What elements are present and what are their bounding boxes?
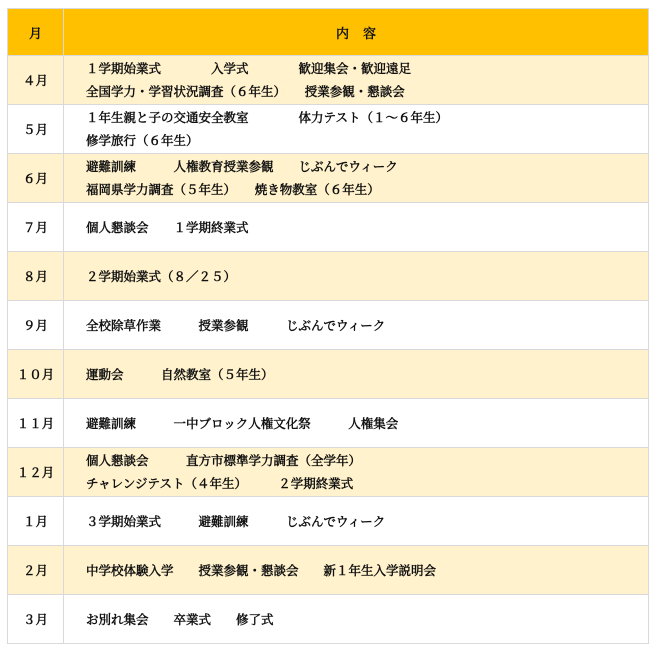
content-column-header: 内容 [64,9,649,56]
table-row [8,350,649,399]
month-cell: １０月 [8,350,64,399]
event-line: 個人懇談会 直方市標準学力調査（全学年） [86,453,362,468]
content-cell [64,252,649,301]
content-cell [64,399,649,448]
content-cell [64,595,649,644]
content-cell [64,105,649,154]
table-row [8,105,649,154]
schedule-body [8,56,649,644]
event-line: 避難訓練 人権教育授業参観 じぶんでウィーク [86,159,398,174]
content-cell [64,546,649,595]
month-cell: ８月 [8,252,64,301]
event-line: 中学校体験入学 授業参観・懇談会 新１年生入学説明会 [86,562,437,578]
month-cell: ７月 [8,203,64,252]
event-line: 個人懇談会 １学期終業式 [86,219,249,235]
month-cell: １１月 [8,399,64,448]
table-header-row [8,9,649,56]
content-cell [64,448,649,497]
content-cell [64,154,649,203]
month-cell: ５月 [8,105,64,154]
month-cell: ９月 [8,301,64,350]
month-cell: ４月 [8,56,64,105]
table-row [8,448,649,497]
content-cell [64,56,649,105]
table-row [8,497,649,546]
table-row [8,399,649,448]
table-row [8,595,649,644]
event-line: ２学期始業式（８／２５） [86,268,237,284]
month-cell: ６月 [8,154,64,203]
month-column-header: 月 [8,9,64,56]
table-row [8,154,649,203]
event-line: １学期始業式 入学式 歓迎集会・歓迎遠足 [86,61,412,76]
annual-schedule-table [7,8,649,644]
event-line: 全国学力・学習状況調査（６年生） 授業参観・懇談会 [86,84,405,99]
event-line: ３学期始業式 避難訓練 じぶんでウィーク [86,513,386,529]
event-line: 避難訓練 一中ブロック人権文化祭 人権集会 [86,415,399,431]
content-cell [64,301,649,350]
event-line: 全校除草作業 授業参観 じぶんでウィーク [86,317,386,333]
event-line: お別れ集会 卒業式 修了式 [86,611,274,627]
content-cell [64,350,649,399]
content-cell [64,497,649,546]
month-cell: １月 [8,497,64,546]
event-line: １年生親と子の交通安全教室 体力テスト（１～６年生） [86,110,449,125]
content-cell [64,203,649,252]
table-row [8,56,649,105]
month-cell: ３月 [8,595,64,644]
month-cell: １２月 [8,448,64,497]
event-line: 修学旅行（６年生） [86,133,199,148]
event-line: 福岡県学力調査（５年生） 焼き物教室（６年生） [86,182,380,197]
table-row [8,546,649,595]
table-row [8,203,649,252]
event-line: 運動会 自然教室（５年生） [86,366,274,382]
month-cell: ２月 [8,546,64,595]
event-line: チャレンジテスト（４年生） ２学期終業式 [86,476,354,491]
table-row [8,301,649,350]
table-row [8,252,649,301]
